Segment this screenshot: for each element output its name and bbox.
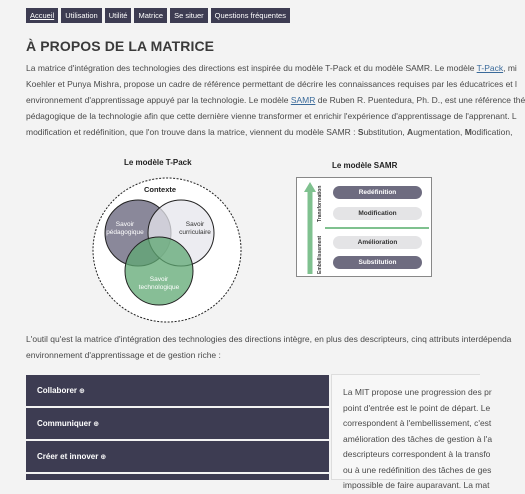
nav-utilisation[interactable]: Utilisation bbox=[61, 8, 102, 23]
intro-paragraph bbox=[26, 60, 525, 137]
cur-label-2: curriculaire bbox=[179, 229, 211, 236]
tpack-diagram bbox=[82, 170, 252, 330]
samr-arrow-icon bbox=[303, 180, 317, 276]
mit-description-box bbox=[331, 374, 493, 490]
tpack-title: Le modèle T-Pack bbox=[124, 158, 192, 167]
samr-a: A bbox=[407, 127, 414, 137]
samr-link[interactable]: SAMR bbox=[290, 95, 316, 105]
intro-text: ugmentation, bbox=[413, 127, 465, 137]
intro-text: , mi bbox=[503, 63, 517, 73]
attributes-text: environnement d'apprentissage et de gestion riche : bbox=[26, 350, 221, 360]
accordion-collaborer[interactable] bbox=[26, 375, 329, 406]
ped-label-1: Savoir bbox=[115, 221, 135, 228]
tech-label-1: Savoir bbox=[149, 276, 169, 283]
intro-text: environnement d'apprentissage appuyé par la technologie. Le modèle bbox=[26, 95, 291, 105]
intro-text: La matrice d'intégration des technologies des directions est inspirée du modèle T-Pack et du modèle SAMR. Le modèle bbox=[26, 63, 477, 73]
nav-matrice[interactable]: Matrice bbox=[134, 8, 167, 23]
accordion-creer-innover[interactable] bbox=[26, 441, 329, 472]
description-line: ou à une redéfinition des tâches de ges bbox=[343, 464, 492, 475]
nav-questions-frequentes[interactable]: Questions fréquentes bbox=[211, 8, 290, 23]
tpack-link[interactable]: T-Pack bbox=[476, 63, 504, 73]
ped-label-2: pédagogique bbox=[106, 229, 144, 236]
accordion-label: Collaborer bbox=[37, 386, 78, 395]
accordion-communiquer[interactable] bbox=[26, 408, 329, 439]
intro-text: modification et redéfinition, que l'on trouve dans la matrice, viennent du modèle SAMR : bbox=[26, 127, 358, 137]
description-line: impossible de faire auparavant. La mat bbox=[343, 480, 490, 490]
plus-circle-icon: ⊕ bbox=[93, 421, 100, 428]
description-line: point d'entrée est le point de départ. Le bbox=[343, 402, 491, 413]
nav-utilite[interactable]: Utilité bbox=[105, 8, 132, 23]
accordion-next[interactable] bbox=[26, 474, 329, 480]
page-title: À PROPOS DE LA MATRICE bbox=[26, 38, 215, 54]
intro-text: odification, bbox=[471, 127, 513, 137]
description-line: descripteurs correspondent à la transfo bbox=[343, 449, 491, 459]
samr-title: Le modèle SAMR bbox=[332, 161, 398, 170]
tech-label-2: technologique bbox=[138, 284, 180, 291]
accordion-label: Communiquer bbox=[37, 419, 92, 428]
description-line: La MIT propose une progression des pr bbox=[343, 387, 492, 397]
transformation-label: Transformation bbox=[317, 185, 323, 222]
samr-substitution: Substitution bbox=[333, 256, 422, 269]
nav-se-situer[interactable]: Se situer bbox=[170, 8, 208, 23]
samr-redefinition: Redéfinition bbox=[333, 186, 422, 199]
tech-circle bbox=[125, 237, 193, 305]
samr-s: S bbox=[357, 127, 364, 137]
embellissement-label: Embellissement bbox=[317, 235, 323, 274]
description-line: amélioration des tâches de gestion à l'a bbox=[343, 433, 493, 444]
top-nav bbox=[26, 8, 290, 23]
cur-label-1: Savoir bbox=[185, 221, 205, 228]
intro-text: ubstitution, bbox=[363, 127, 408, 137]
samr-amelioration: Amélioration bbox=[333, 236, 422, 249]
attributes-paragraph bbox=[26, 331, 512, 363]
accordion-label: Créer et innover bbox=[37, 452, 99, 461]
samr-diagram bbox=[296, 177, 432, 277]
description-line: correspondent à l'embellissement, c'est bbox=[343, 418, 492, 428]
intro-text: de Ruben R. Puentedura, Ph. D., est une référence thé bbox=[315, 95, 525, 105]
samr-m: M bbox=[464, 127, 472, 137]
context-label: Contexte bbox=[143, 185, 177, 194]
plus-circle-icon: ⊕ bbox=[100, 454, 107, 461]
samr-modification: Modification bbox=[333, 207, 422, 220]
nav-accueil[interactable]: Accueil bbox=[26, 8, 58, 23]
samr-divider bbox=[325, 227, 429, 229]
intro-text: pédagogique de la technologie afin que cette dernière vienne transformer et enrichir l'expérience d'apprentissage de l'apprenant. L bbox=[26, 111, 517, 121]
intro-text: Koehler et Punya Mishra, propose un cadre de référence permettant de décrire les connaissances requises par les éducatrices et l bbox=[26, 79, 517, 89]
attributes-text: L'outil qu'est la matrice d'intégration des technologies des directions intègre, en plus des descripteurs, cinq attributs interdépenda bbox=[26, 334, 512, 344]
plus-circle-icon: ⊕ bbox=[79, 388, 85, 395]
